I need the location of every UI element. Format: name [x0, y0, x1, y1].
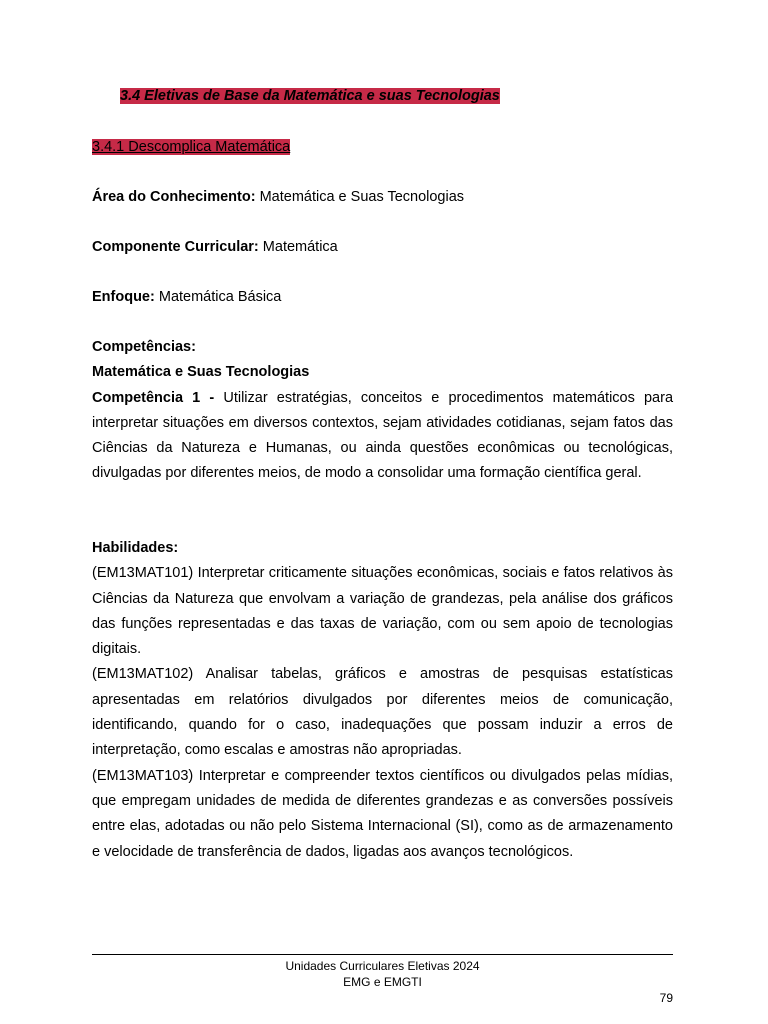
competencia-item — [92, 386, 673, 487]
area-value: Matemática e Suas Tecnologias — [259, 189, 465, 205]
footer-line-1: Unidades Curriculares Eletivas 2024 — [285, 959, 480, 973]
competencias-block — [92, 335, 673, 487]
habilidade-item: (EM13MAT102) Analisar tabelas, gráficos e amostras de pesquisas estatísticas apresentadas em relatórios divulgados por diferentes meios de comunicação, identificando, quando for o caso, inadequações que possam induzir a erros de interpretação, como escalas e amostras não apropriadas. — [92, 666, 673, 759]
page-number: 79 — [659, 991, 673, 1005]
componente-value: Matemática — [262, 239, 338, 255]
competencias-heading: Competências: — [92, 339, 196, 355]
enfoque-field — [92, 287, 281, 307]
competencias-subheading: Matemática e Suas Tecnologias — [92, 364, 310, 381]
enfoque-label: Enfoque: — [92, 289, 155, 305]
habilidade-item: (EM13MAT101) Interpretar criticamente situações econômicas, sociais e fatos relativos às Ciências da Natureza que envolvam a variação de grandezas, pela análise dos gráficos das funções representadas e das taxas de variação, com ou sem apoio de tecnologias digitais. — [92, 565, 673, 658]
section-title-text: 3.4 Eletivas de Base da Matemática e suas Tecnologias — [120, 88, 500, 104]
habilidades-block — [92, 536, 673, 865]
componente-label: Componente Curricular: — [92, 239, 259, 255]
section-title — [120, 86, 500, 106]
area-field — [92, 187, 464, 207]
competencia-label: Competência 1 - — [92, 389, 215, 406]
enfoque-value: Matemática Básica — [158, 289, 282, 305]
subsection-title-text: 3.4.1 Descomplica Matemática — [92, 139, 291, 155]
footer-line-2: EMG e EMGTI — [343, 975, 422, 989]
subsection-title — [92, 137, 290, 157]
competencia-text: Utilizar estratégias, conceitos e procedimentos matemáticos para interpretar situações em diversos contextos, sejam atividades cotidianas, sejam fatos das Ciências da Natureza e Humanas, ou ainda questões econômicas ou tecnológicas, divulgadas por diferentes meios, de modo a consolidar uma formação científica geral. — [92, 389, 674, 482]
habilidades-heading: Habilidades: — [92, 540, 179, 556]
area-label: Área do Conhecimento: — [92, 189, 256, 205]
footer-divider — [92, 954, 673, 955]
componente-field — [92, 237, 338, 257]
habilidade-item: (EM13MAT103) Interpretar e compreender textos científicos ou divulgados pelas mídias, que empregam unidades de medida de diferentes grandezas e as conversões possíveis entre elas, adotadas ou não pelo Sistema Internacional (SI), como as de armazenamento e velocidade de transferência de dados, ligadas aos avanços tecnológicos. — [92, 767, 673, 860]
